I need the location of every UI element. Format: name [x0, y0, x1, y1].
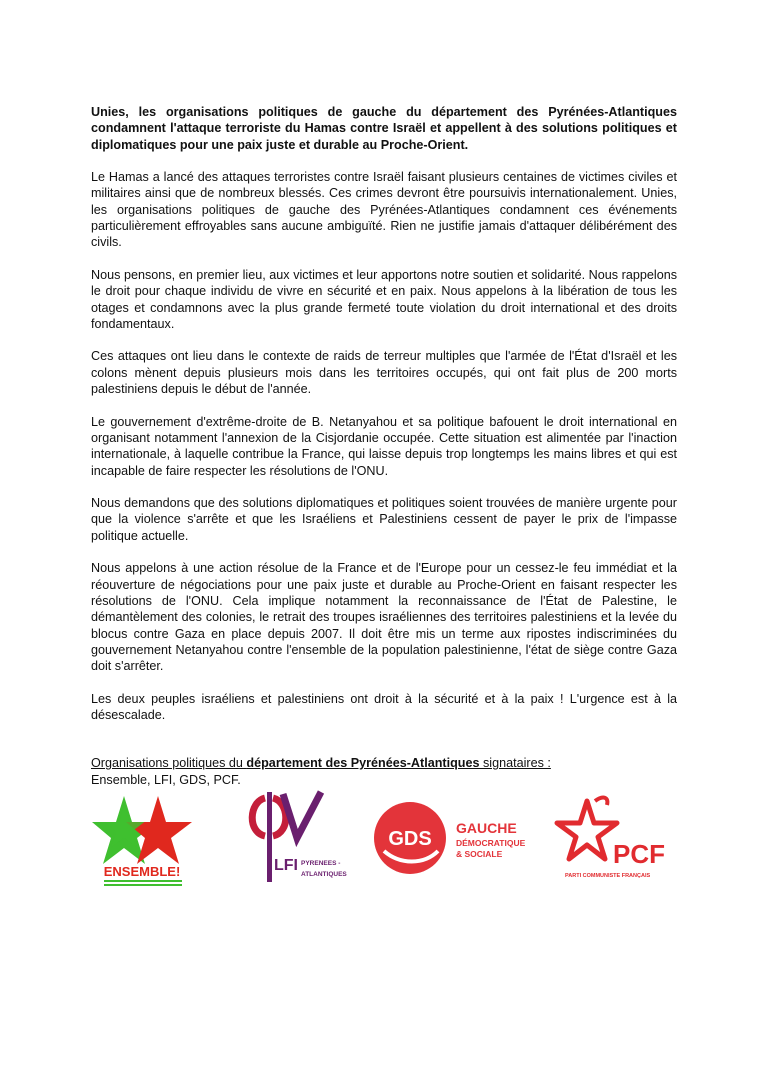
- pcf-tagline: PARTI COMMUNISTE FRANÇAIS: [565, 873, 651, 879]
- gds-line1: GAUCHE: [456, 820, 517, 836]
- lfi-sub2: ATLANTIQUES: [301, 871, 347, 878]
- lead-paragraph: Unies, les organisations politiques de gauche du département des Pyrénées-Atlantiques condamnent l'attaque terroriste du Hamas contre Israël et appellent à des solutions politiques et diplomatiques pour une paix juste et durable au Proche-Orient.: [91, 105, 677, 152]
- lfi-letters: LFI: [274, 857, 298, 874]
- signatories-region: département des Pyrénées-Atlantiques: [246, 756, 480, 771]
- paragraph-4: Le gouvernement d'extrême-droite de B. Netanyahou et sa politique bafouent le droit international en organisant notamment l'annexion de la Cisjordanie occupée. Cette situation est alimentée par l'inaction internationale, à laquelle contribue la France, qui laisse depuis trop longtemps les mains libres et qui est incapable de faire respecter les résolutions de l'ONU.: [91, 414, 677, 478]
- gds-circle-logo: [372, 799, 542, 884]
- signatories-prefix: Organisations politiques du: [91, 756, 247, 771]
- gds-line3: & SOCIALE: [456, 849, 503, 859]
- press-release-body: [91, 104, 677, 788]
- signatories-list: Ensemble, LFI, GDS, PCF.: [91, 772, 241, 787]
- ensemble-logo-text: ENSEMBLE!: [103, 864, 181, 879]
- pcf-letters: PCF: [613, 839, 665, 869]
- paragraph-2: Nous pensons, en premier lieu, aux victimes et leur apportons notre soutien et solidarité. Nous rappelons le droit pour chaque individu de vivre en sécurité et en paix. Nous appelons à la libération de tous les otages et condamnons avec la plus grande fermeté toute violation du droit international et des droits fondamentaux.: [91, 267, 677, 331]
- paragraph-3: Ces attaques ont lieu dans le contexte de raids de terreur multiples que l'armée de l'État d'Israël et les colons mènent depuis plusieurs mois dans les territoires occupés, qui ont fait plus de 200 morts palestiniens depuis le début de l'année.: [91, 349, 677, 397]
- signatories-block: [91, 755, 677, 788]
- signatories-suffix: signataires :: [479, 756, 551, 771]
- logos-row: [85, 785, 685, 895]
- paragraph-6: Nous appelons à une action résolue de la France et de l'Europe pour un cessez-le feu immédiat et la réouverture de négociations pour une paix juste et durable au Proche-Orient en faisant respecter les résolutions de l'ONU. Cela implique notamment la reconnaissance de l'État de Palestine, le démantèlement des colonies, le retrait des troupes israéliennes des territoires palestiniens et la levée du blocus contre Gaza en place depuis 2007. Il doit être mis un terme aux ripostes indiscriminées du gouvernement Netanyahou contre l'ensemble de la population palestinienne, l'état de siège contre Gaza doit s'arrêter.: [91, 561, 677, 674]
- pcf-star-logo: [557, 795, 677, 890]
- lfi-phi-logo: [243, 788, 347, 893]
- gds-badge: GDS: [388, 828, 432, 850]
- paragraph-1: Le Hamas a lancé des attaques terroristes contre Israël faisant plusieurs centaines de victimes civiles et militaires ainsi que de nombreux blessés. Ces crimes devront être poursuivis internationalement. Unies, les organisations politiques de gauche des Pyrénées-Atlantiques condamnent ces événements particulièrement effroyables sans aucune ambiguïté. Rien ne justifie jamais d'attaquer délibérément des civils.: [91, 170, 677, 250]
- paragraph-7: Les deux peuples israéliens et palestiniens ont droit à la sécurité et à la paix ! L'urgence est à la désescalade.: [91, 691, 677, 722]
- signatories-heading: [91, 755, 677, 771]
- gds-line2: DÉMOCRATIQUE: [456, 838, 526, 848]
- ensemble-stars-logo: [90, 790, 195, 895]
- paragraph-5: Nous demandons que des solutions diplomatiques et politiques soient trouvées de manière urgente pour que la violence s'arrête et que les Israéliens et Palestiniens cessent de payer le prix de l'impasse politique actuelle.: [91, 496, 677, 543]
- lfi-sub1: PYRENEES -: [301, 860, 341, 867]
